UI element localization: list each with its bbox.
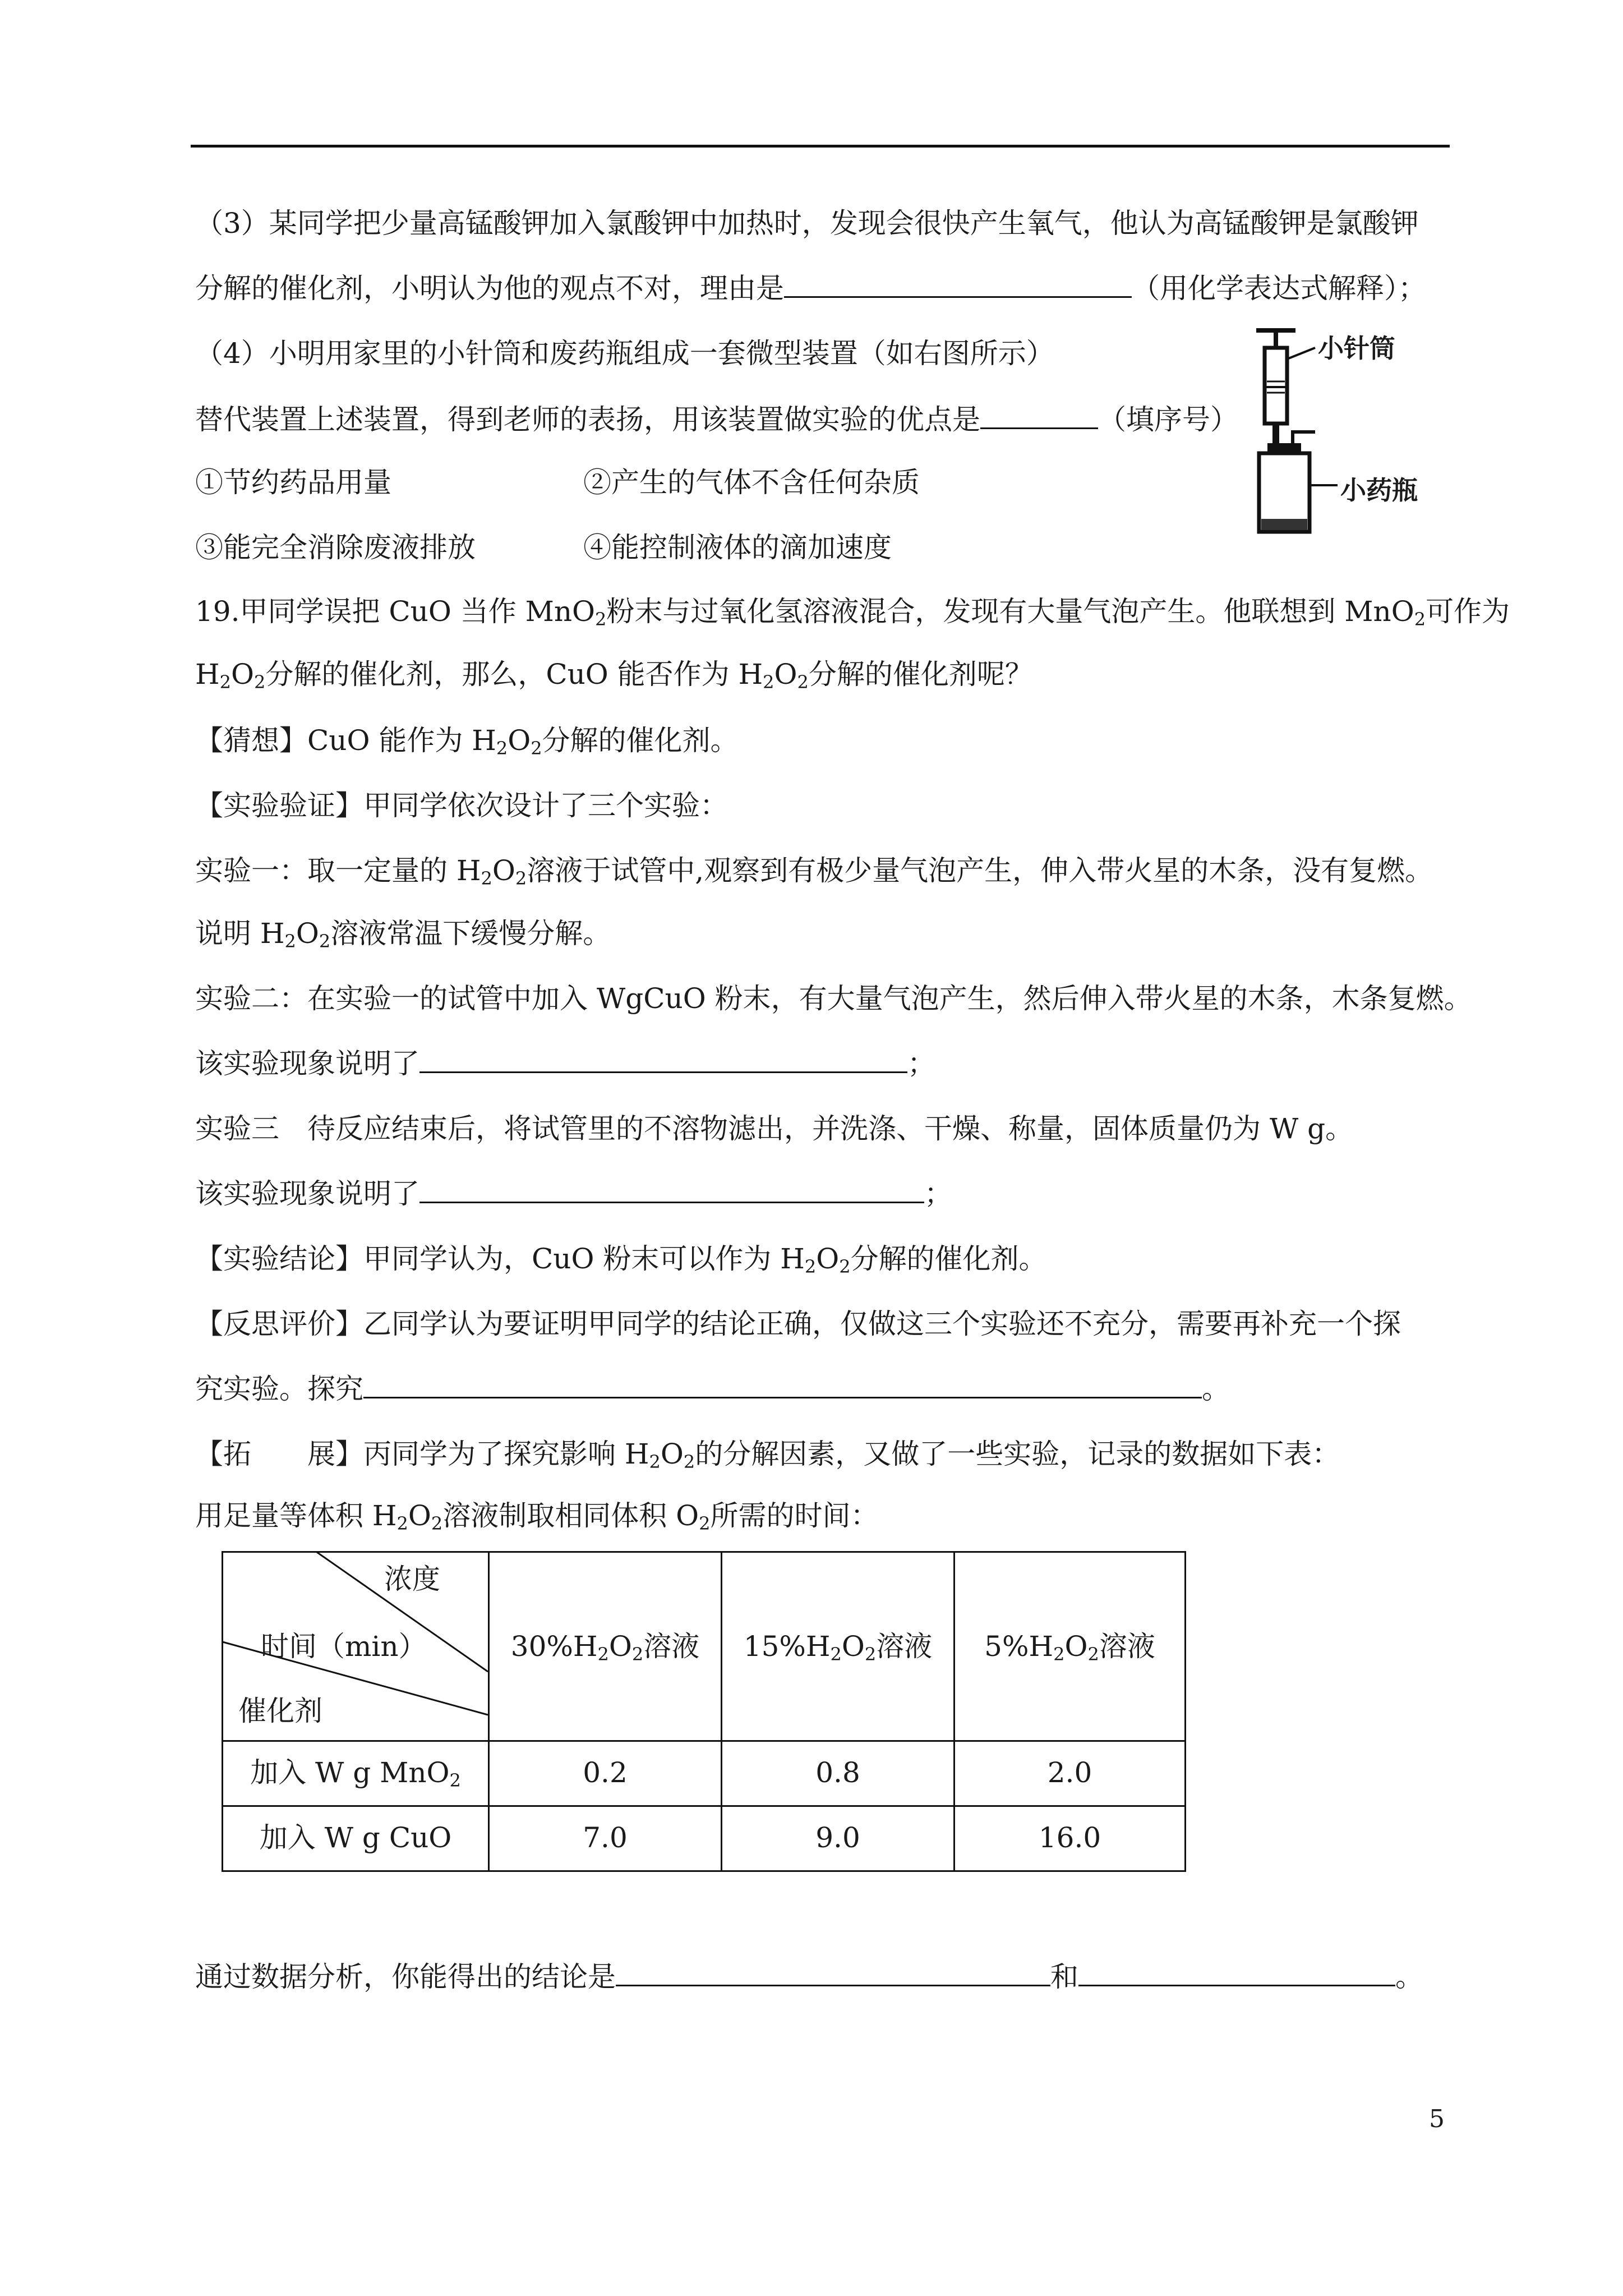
subscript: 2: [449, 1770, 461, 1791]
q19-exp2: 实验二：在实验一的试管中加入 WgCuO 粉末，有大量气泡产生，然后伸入带火星的木条，木条复燃。: [195, 982, 1472, 1015]
subscript: 2: [631, 1644, 644, 1665]
q19-verify-heading: 【实验验证】甲同学依次设计了三个实验：: [195, 789, 728, 822]
subscript: 2: [396, 1513, 408, 1534]
syringe-label: 小针筒: [1318, 333, 1395, 364]
subscript: 2: [864, 1644, 877, 1665]
q18-p3-suffix: （用化学表达式解释）；: [1132, 272, 1426, 305]
answer-blank-exp2[interactable]: [419, 1047, 907, 1073]
answer-blank-exp3[interactable]: [419, 1177, 924, 1203]
col-header-5: [955, 1630, 1184, 1663]
subscript: 2: [683, 1451, 695, 1473]
text: O: [816, 1243, 840, 1275]
subscript: 2: [830, 1644, 842, 1665]
q19-intro-line2: [195, 657, 1033, 691]
data-table: [222, 1551, 1186, 1872]
text: O: [1064, 1630, 1088, 1663]
table-cell: 2.0: [1047, 1756, 1092, 1789]
answer-blank-conclusion-1[interactable]: [616, 1960, 1050, 1986]
subscript: 2: [595, 609, 607, 630]
subscript: 2: [763, 671, 774, 693]
text: O: [230, 658, 254, 691]
corner-time: 时间（min）: [261, 1630, 427, 1663]
text: 【猜想】CuO 能作为 H: [195, 724, 496, 757]
q19-final-conclusion: [195, 1960, 1423, 1994]
text: O: [608, 1630, 632, 1663]
row-label-cuo: [223, 1821, 488, 1855]
text: 和: [1050, 1961, 1078, 1993]
bottle-label: 小药瓶: [1340, 475, 1418, 505]
text: 加入 W g CuO: [259, 1821, 452, 1854]
text: 15%H: [743, 1630, 831, 1663]
text: 该实验现象说明了: [195, 1047, 419, 1080]
page-number: 5: [1429, 2105, 1445, 2133]
q19-reflect-line1: 【反思评价】乙同学认为要证明甲同学的结论正确，仅做这三个实验还不充分，需要再补充一个探: [195, 1308, 1401, 1340]
corner-catalyst: 催化剂: [238, 1695, 322, 1727]
option-4: ④能控制液体的滴加速度: [583, 531, 892, 564]
header-rule: [191, 145, 1450, 148]
subscript: 2: [699, 1513, 711, 1534]
text: 分解的催化剂，那么，CuO 能否作为 H: [265, 658, 763, 691]
table-border: [222, 1805, 1186, 1807]
text: 实验一：取一定量的 H: [195, 854, 481, 887]
text: O: [841, 1630, 865, 1663]
row-label-mno2: [223, 1756, 488, 1789]
text: 说明 H: [195, 917, 285, 950]
q19-exp2-answer-line: [195, 1047, 935, 1080]
text: O: [296, 917, 319, 950]
table-cell: 0.2: [583, 1756, 628, 1789]
subscript: 2: [284, 931, 296, 952]
text: ；: [907, 1047, 935, 1080]
text: 加入 W g MnO: [250, 1756, 450, 1789]
subscript: 2: [219, 671, 231, 693]
text: 分解的催化剂。: [542, 724, 739, 757]
text: 溶液: [876, 1630, 933, 1663]
text: 分解的催化剂。: [850, 1243, 1047, 1275]
text: 【实验结论】甲同学认为，CuO 粉末可以作为 H: [195, 1243, 805, 1275]
option-1: ①节约药品用量: [195, 466, 391, 499]
table-border: [1184, 1551, 1186, 1872]
text: 30%H: [510, 1630, 598, 1663]
text: 分解的催化剂呢？: [808, 658, 1033, 691]
option-3: ③能完全消除废液排放: [195, 531, 476, 564]
text: 溶液制取相同体积 O: [442, 1499, 699, 1532]
q18-p3-line2: [195, 272, 1426, 305]
table-border: [222, 1870, 1186, 1872]
q19-guess: [195, 724, 739, 757]
subscript: 2: [515, 868, 527, 889]
text: 溶液常温下缓慢分解。: [330, 917, 611, 950]
q19-extend: [195, 1437, 1340, 1471]
text: ；: [924, 1177, 952, 1210]
subscript: 2: [804, 1256, 817, 1277]
subscript: 2: [797, 671, 809, 693]
answer-blank-conclusion-2[interactable]: [1078, 1960, 1395, 1986]
col-header-30: [490, 1630, 721, 1663]
text: 究实验。探究: [195, 1373, 363, 1405]
text: O: [774, 658, 797, 691]
text: 19.甲同学误把 CuO 当作 MnO: [195, 595, 596, 628]
table-cell: 9.0: [815, 1821, 860, 1854]
col-header-15: [722, 1630, 953, 1663]
answer-blank-explore[interactable]: [363, 1372, 1202, 1398]
text: O: [508, 724, 531, 757]
table-cell: 16.0: [1038, 1821, 1101, 1854]
q19-exp1-explain: [195, 917, 611, 950]
subscript: 2: [1414, 609, 1426, 630]
text: O: [408, 1499, 431, 1532]
corner-concentration: 浓度: [384, 1563, 440, 1595]
text: 5%H: [984, 1630, 1054, 1663]
q19-exp1: [195, 854, 1433, 887]
text: 溶液于试管中,观察到有极少量气泡产生，伸入带火星的木条，没有复燃。: [527, 854, 1433, 887]
q19-intro-line1: [195, 595, 1510, 628]
subscript: 2: [531, 738, 542, 759]
q18-p4-suffix: （填序号）: [1098, 403, 1238, 436]
subscript: 2: [1053, 1644, 1065, 1665]
q18-p4-line2: [195, 403, 1238, 436]
q19-exp3: 实验三 待反应结束后，将试管里的不溶物滤出，并洗涤、干燥、称量，固体质量仍为 W g。: [195, 1112, 1354, 1145]
text: 。: [1202, 1373, 1230, 1405]
q18-p4-text: 替代装置上述装置，得到老师的表扬，用该装置做实验的优点是: [195, 403, 980, 436]
q18-p4-line1: （4）小明用家里的小针筒和废药瓶组成一套微型装置（如右图所示）: [195, 337, 1054, 370]
text: 用足量等体积 H: [195, 1499, 397, 1532]
text: 溶液: [1099, 1630, 1155, 1663]
text: 。: [1395, 1961, 1423, 1993]
q18-p3-line1: （3）某同学把少量高锰酸钾加入氯酸钾中加热时，发现会很快产生氧气，他认为高锰酸钾是氯酸钾: [195, 207, 1419, 240]
text: 该实验现象说明了: [195, 1177, 419, 1210]
text: 【拓 展】丙同学为了探究影响 H: [195, 1438, 649, 1470]
answer-blank-reason[interactable]: [784, 272, 1132, 298]
text: 可作为: [1426, 595, 1510, 628]
text: 溶液: [643, 1630, 700, 1663]
text: O: [660, 1438, 684, 1470]
q19-reflect-line2: [195, 1372, 1230, 1406]
text: O: [492, 854, 515, 887]
q19-exp3-answer-line: [195, 1177, 952, 1211]
subscript: 2: [496, 738, 508, 759]
text: 所需的时间：: [710, 1499, 879, 1532]
answer-blank-advantage[interactable]: [980, 403, 1098, 429]
subscript: 2: [1087, 1644, 1099, 1665]
table-cell: 7.0: [583, 1821, 628, 1854]
q19-table-caption: [195, 1499, 878, 1533]
subscript: 2: [481, 868, 492, 889]
q19-conclusion: [195, 1242, 1047, 1276]
micro-apparatus-figure: [1248, 325, 1461, 539]
option-2: ②产生的气体不含任何杂质: [583, 466, 920, 499]
subscript: 2: [649, 1451, 661, 1473]
subscript: 2: [839, 1256, 851, 1277]
text: 的分解因素，又做了一些实验，记录的数据如下表：: [695, 1438, 1340, 1470]
text: 通过数据分析，你能得出的结论是: [195, 1961, 616, 1993]
subscript: 2: [597, 1644, 609, 1665]
text: H: [195, 658, 220, 691]
subscript: 2: [431, 1513, 443, 1534]
text: 粉末与过氧化氢溶液混合，发现有大量气泡产生。他联想到 MnO: [606, 595, 1414, 628]
q18-p3-text: 分解的催化剂，小明认为他的观点不对，理由是: [195, 272, 784, 305]
subscript: 2: [319, 931, 331, 952]
subscript: 2: [253, 671, 266, 693]
table-cell: 0.8: [815, 1756, 860, 1789]
